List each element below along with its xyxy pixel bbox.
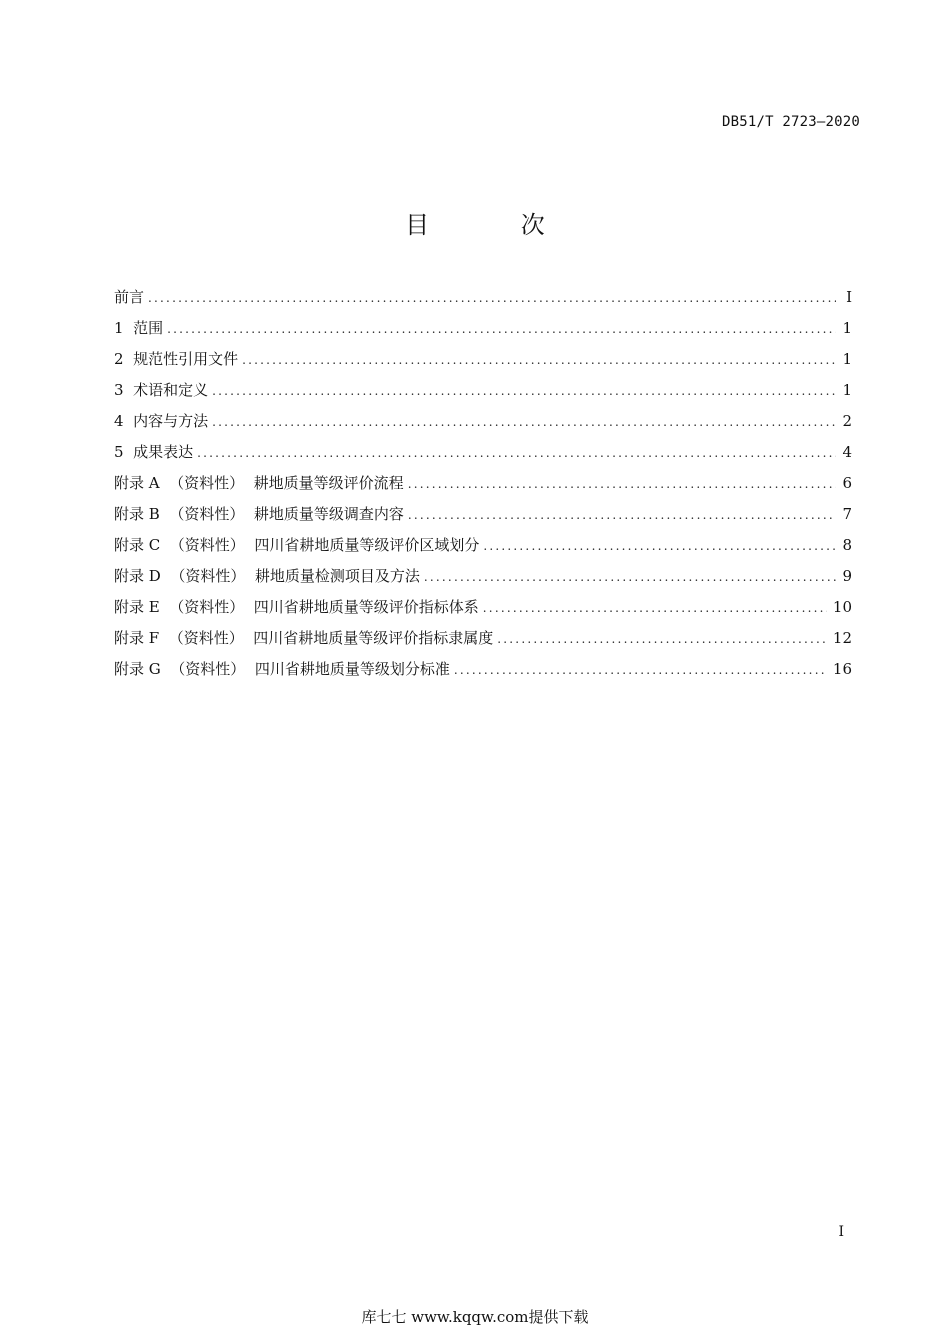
toc-entry-appendix-b[interactable] [114, 503, 852, 534]
dot-leader [242, 353, 836, 367]
toc-page-number: 4 [842, 443, 852, 461]
dot-leader [483, 601, 827, 615]
download-footer: 库七七 www.kqqw.com提供下载 [361, 1308, 589, 1326]
toc-page-number: 9 [842, 567, 852, 585]
toc-page-number: 1 [842, 350, 852, 368]
dot-leader [497, 632, 827, 646]
toc-entry-appendix-c[interactable] [114, 534, 852, 565]
toc-entry-appendix-f[interactable] [114, 627, 852, 658]
toc-entry-content-methods[interactable] [114, 410, 852, 441]
dot-leader [197, 446, 836, 460]
toc-entry-appendix-d[interactable] [114, 565, 852, 596]
dot-leader [212, 384, 836, 398]
toc-entry-text: 附录 G （资料性） 四川省耕地质量等级划分标准 [114, 660, 450, 678]
toc-entry-text: 1 范围 [114, 319, 164, 337]
toc-entry-text: 附录 F （资料性） 四川省耕地质量等级评价指标隶属度 [114, 629, 494, 647]
page-title: 目 次 [405, 211, 587, 239]
dot-leader [212, 415, 836, 429]
toc-entry-text: 附录 C （资料性） 四川省耕地质量等级评价区域划分 [114, 536, 480, 554]
dot-leader [408, 508, 836, 522]
toc-entry-foreword[interactable] [114, 286, 852, 317]
toc-entry-text: 附录 D （资料性） 耕地质量检测项目及方法 [114, 567, 420, 585]
document-code: DB51/T 2723—2020 [721, 114, 860, 130]
toc-page-number: 10 [832, 598, 852, 616]
dot-leader [167, 322, 836, 336]
toc-entry-text: 附录 A （资料性） 耕地质量等级评价流程 [114, 474, 404, 492]
toc-entry-normative-references[interactable] [114, 348, 852, 379]
toc-entry-text: 前言 [114, 288, 145, 306]
toc-entry-text: 附录 E （资料性） 四川省耕地质量等级评价指标体系 [114, 598, 479, 616]
toc-entry-terms[interactable] [114, 379, 852, 410]
toc-page-number: 8 [842, 536, 852, 554]
toc-page-number: 16 [832, 660, 852, 678]
toc-page-number: 2 [842, 412, 852, 430]
dot-leader [408, 477, 836, 491]
toc-entry-text: 3 术语和定义 [114, 381, 209, 399]
toc-entry-scope[interactable] [114, 317, 852, 348]
toc-page-number: 12 [832, 629, 852, 647]
toc-page-number: 1 [842, 319, 852, 337]
toc-page-number: 7 [842, 505, 852, 523]
toc-entry-appendix-e[interactable] [114, 596, 852, 627]
toc-page-number: I [846, 288, 852, 306]
table-of-contents [114, 286, 852, 689]
toc-page-number: 6 [842, 474, 852, 492]
dot-leader [424, 570, 836, 584]
toc-entry-appendix-g[interactable] [114, 658, 852, 689]
toc-entry-appendix-a[interactable] [114, 472, 852, 503]
dot-leader [454, 663, 827, 677]
page-number: I [838, 1224, 844, 1240]
toc-page-number: 1 [842, 381, 852, 399]
toc-entry-results[interactable] [114, 441, 852, 472]
dot-leader [483, 539, 836, 553]
toc-entry-text: 附录 B （资料性） 耕地质量等级调查内容 [114, 505, 404, 523]
toc-entry-text: 2 规范性引用文件 [114, 350, 239, 368]
dot-leader [148, 291, 836, 305]
toc-entry-text: 5 成果表达 [114, 443, 194, 461]
toc-entry-text: 4 内容与方法 [114, 412, 209, 430]
